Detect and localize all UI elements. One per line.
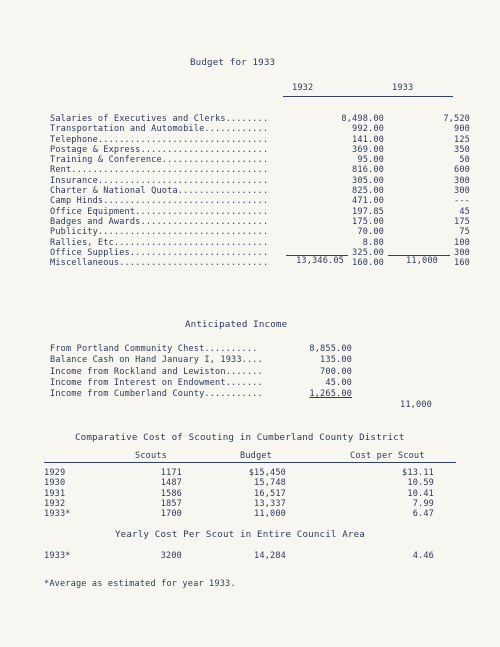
income-row-value: 135.00 bbox=[320, 355, 352, 366]
income-row-value: 1,265.00 bbox=[309, 389, 352, 400]
budget-row-1933: 600 bbox=[454, 165, 470, 176]
column-header-scouts: Scouts bbox=[135, 451, 167, 461]
header-underline bbox=[283, 96, 453, 97]
budget-row-1932: 305.00 bbox=[352, 175, 384, 186]
budget-row bbox=[50, 114, 470, 124]
budget-row-1933: 350 bbox=[454, 144, 470, 155]
budget-cell: 11,000 bbox=[254, 509, 286, 520]
table-row bbox=[44, 499, 464, 509]
cost-cell: 6.47 bbox=[412, 509, 434, 520]
budget-cell: 14,284 bbox=[254, 551, 286, 561]
income-row-label: Income from Cumberland County........... bbox=[50, 389, 263, 400]
income-row bbox=[50, 355, 350, 366]
table-row bbox=[44, 478, 464, 488]
budget-row-label: Miscellaneous............................ bbox=[50, 258, 269, 269]
budget-table bbox=[50, 114, 470, 268]
budget-row-1932: 325.00 bbox=[352, 247, 384, 258]
budget-cell: $15,450 bbox=[248, 468, 286, 478]
income-row-value: 8,855.00 bbox=[309, 344, 352, 354]
budget-row-1932: 816.00 bbox=[352, 165, 384, 176]
cost-cell: 4.46 bbox=[412, 551, 434, 561]
year-cell: 1933* bbox=[44, 509, 71, 520]
table-row bbox=[44, 489, 464, 499]
income-row bbox=[50, 389, 350, 400]
budget-row bbox=[50, 186, 470, 196]
budget-row-label: Telephone................................ bbox=[50, 134, 269, 145]
income-row bbox=[50, 378, 350, 389]
table-row bbox=[44, 468, 464, 478]
budget-row-label: Charter & National Quota................. bbox=[50, 186, 269, 197]
budget-row-label: Training & Conference.................... bbox=[50, 155, 269, 166]
table-row bbox=[44, 509, 464, 519]
budget-row-label: Salaries of Executives and Clerks........ bbox=[50, 114, 269, 124]
budget-row-1933: 300 bbox=[454, 175, 470, 186]
cost-cell: 10.59 bbox=[407, 478, 434, 489]
budget-row-1932: 825.00 bbox=[352, 186, 384, 197]
year-cell: 1930 bbox=[44, 478, 66, 489]
comparison-table bbox=[44, 468, 464, 519]
cost-cell: 10.41 bbox=[407, 488, 434, 499]
budget-row-1932: 160.00 bbox=[352, 258, 384, 269]
budget-row bbox=[50, 176, 470, 186]
budget-row-1933: 300 bbox=[454, 186, 470, 197]
income-row-value: 700.00 bbox=[320, 366, 352, 377]
budget-row-label: Badges and Awards........................ bbox=[50, 216, 269, 227]
year-cell: 1933* bbox=[44, 551, 71, 561]
budget-row-label: Publicity................................ bbox=[50, 227, 269, 238]
income-total: 11,000 bbox=[400, 400, 432, 410]
budget-row-1933: 175 bbox=[454, 216, 470, 227]
column-header-1932: 1932 bbox=[292, 83, 314, 93]
budget-row bbox=[50, 145, 470, 155]
budget-row-label: Rent..................................... bbox=[50, 165, 269, 176]
comparison-title: Comparative Cost of Scouting in Cumberland County District bbox=[75, 432, 405, 443]
budget-row-1933: 100 bbox=[454, 237, 470, 248]
column-header-budget: Budget bbox=[240, 451, 272, 461]
column-header-cost-per-scout: Cost per Scout bbox=[350, 451, 425, 461]
budget-row-1932: 8.80 bbox=[362, 237, 384, 248]
budget-row bbox=[50, 238, 470, 248]
cost-cell: 7.99 bbox=[412, 498, 434, 509]
budget-cell: 15,748 bbox=[254, 478, 286, 489]
income-row bbox=[50, 344, 350, 355]
budget-row bbox=[50, 227, 470, 237]
budget-row-1932: 197.85 bbox=[352, 206, 384, 217]
budget-row-1933: 160 bbox=[454, 258, 470, 269]
budget-total-1933: 11,000 bbox=[406, 256, 438, 266]
yearly-cost-row bbox=[44, 551, 464, 562]
budget-row-1932: 70.00 bbox=[357, 227, 384, 238]
cost-cell: $13.11 bbox=[402, 468, 434, 478]
budget-row-label: Office Equipment......................... bbox=[50, 206, 269, 217]
income-row-label: Balance Cash on Hand January I, 1933.... bbox=[50, 355, 263, 366]
budget-row-1932: 8,498.00 bbox=[341, 114, 384, 124]
income-row-label: From Portland Community Chest.......... bbox=[50, 344, 258, 354]
budget-row-1932: 141.00 bbox=[352, 134, 384, 145]
income-table bbox=[50, 344, 350, 400]
income-title: Anticipated Income bbox=[185, 319, 288, 330]
income-row-label: Income from Interest on Endowment....... bbox=[50, 377, 263, 388]
year-cell: 1929 bbox=[44, 468, 66, 478]
budget-row-1933: 45 bbox=[459, 206, 470, 217]
budget-row-1933: 75 bbox=[459, 227, 470, 238]
year-cell: 1931 bbox=[44, 488, 66, 499]
budget-row-1932: 471.00 bbox=[352, 196, 384, 207]
budget-row-1933: 7,520 bbox=[443, 114, 470, 124]
budget-row bbox=[50, 196, 470, 206]
scouts-cell: 1857 bbox=[160, 498, 182, 509]
budget-row-1933: 300 bbox=[454, 247, 470, 258]
income-row bbox=[50, 367, 350, 378]
budget-row bbox=[50, 124, 470, 134]
scouts-cell: 1171 bbox=[160, 468, 182, 478]
income-row-value: 45.00 bbox=[325, 377, 352, 388]
yearly-cost-title: Yearly Cost Per Scout in Entire Council Area bbox=[115, 529, 365, 540]
budget-row bbox=[50, 165, 470, 175]
budget-row-1933: 50 bbox=[459, 155, 470, 166]
column-header-1933: 1933 bbox=[392, 83, 414, 93]
year-cell: 1932 bbox=[44, 498, 66, 509]
budget-row-label: Rallies, Etc............................. bbox=[50, 237, 269, 248]
budget-row-1933: 900 bbox=[454, 124, 470, 135]
budget-row bbox=[50, 135, 470, 145]
budget-row-1933: --- bbox=[454, 196, 470, 207]
budget-row-1932: 369.00 bbox=[352, 144, 384, 155]
budget-row-label: Postage & Express........................ bbox=[50, 144, 269, 155]
budget-row-label: Camp Hinds............................... bbox=[50, 196, 269, 207]
budget-cell: 16,517 bbox=[254, 488, 286, 499]
budget-row bbox=[50, 217, 470, 227]
budget-row-label: Office Supplies.......................... bbox=[50, 247, 269, 258]
footnote: *Average as estimated for year 1933. bbox=[44, 579, 236, 589]
scouts-cell: 3200 bbox=[160, 551, 182, 561]
budget-row-1932: 175.00 bbox=[352, 216, 384, 227]
budget-total-1932: 13,346.05 bbox=[296, 256, 344, 266]
scouts-cell: 1586 bbox=[160, 488, 182, 499]
budget-row-1932: 992.00 bbox=[352, 124, 384, 135]
budget-row-1933: 125 bbox=[454, 134, 470, 145]
budget-row-label: Insurance................................ bbox=[50, 175, 269, 186]
scouts-cell: 1487 bbox=[160, 478, 182, 489]
scouts-cell: 1700 bbox=[160, 509, 182, 520]
budget-row-label: Transportation and Automobile............ bbox=[50, 124, 269, 135]
budget-title: Budget for 1933 bbox=[190, 57, 276, 68]
budget-row bbox=[50, 155, 470, 165]
budget-row bbox=[50, 207, 470, 217]
income-row-label: Income from Rockland and Lewiston....... bbox=[50, 366, 263, 377]
budget-row-1932: 95.00 bbox=[357, 155, 384, 166]
budget-cell: 13,337 bbox=[254, 498, 286, 509]
comparison-header-underline bbox=[44, 462, 456, 463]
